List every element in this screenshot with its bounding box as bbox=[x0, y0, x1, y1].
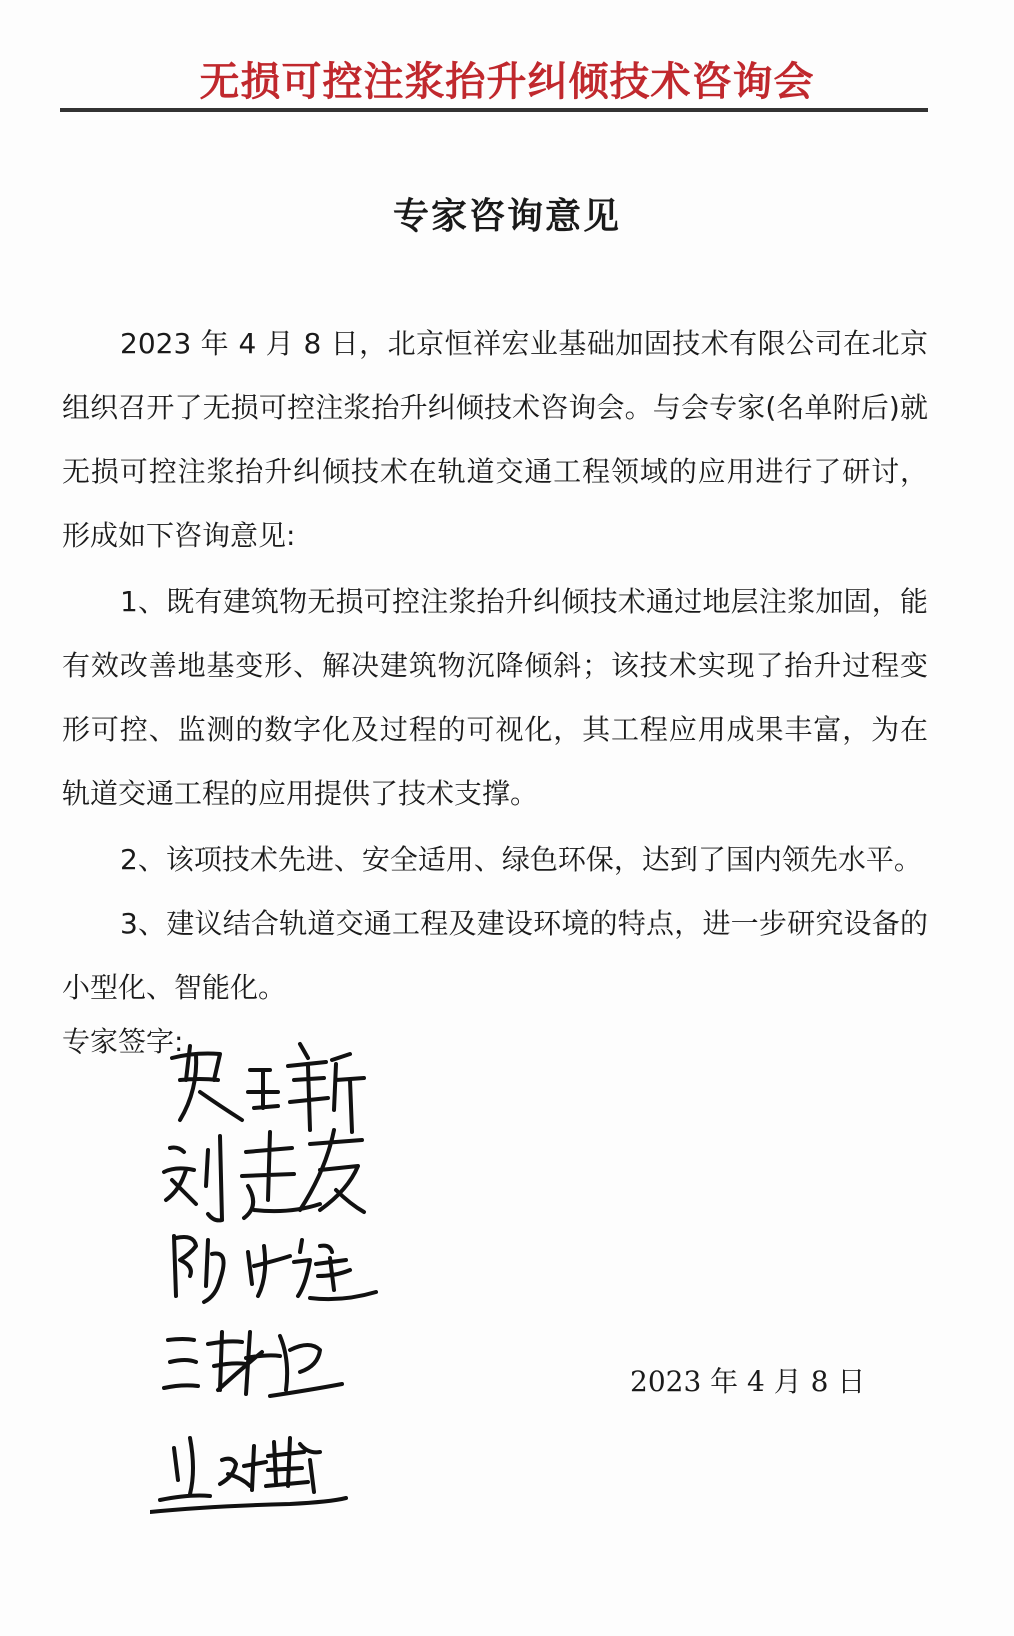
header-divider bbox=[60, 108, 928, 112]
signature-3 bbox=[174, 1236, 376, 1302]
signature-4 bbox=[164, 1332, 342, 1396]
expert-signatures bbox=[150, 1040, 410, 1540]
signature-label: 专家签字: bbox=[62, 1025, 184, 1058]
signature-2 bbox=[164, 1130, 364, 1220]
signature-5 bbox=[150, 1438, 346, 1512]
opinion-paragraph-1: 1、既有建筑物无损可控注浆抬升纠倾技术通过地层注浆加固，能有效改善地基变形、解决建筑物沉降倾斜；该技术实现了抬升过程变形可控、监测的数字化及过程的可视化，其工程应用成果丰富，为在轨道交通工程的应用提供了技术支撑。 bbox=[62, 585, 928, 810]
document-title: 专家咨询意见 bbox=[392, 196, 621, 237]
signature-date: 2023 年 4 月 8 日 bbox=[630, 1365, 866, 1398]
meeting-title: 无损可控注浆抬升纠倾技术咨询会 bbox=[199, 59, 815, 105]
intro-paragraph: 2023 年 4 月 8 日，北京恒祥宏业基础加固技术有限公司在北京组织召开了无损可控注浆抬升纠倾技术咨询会。与会专家(名单附后)就无损可控注浆抬升纠倾技术在轨道交通工程领域的应用进行了研讨，形成如下咨询意见: bbox=[62, 327, 928, 552]
signature-1 bbox=[172, 1044, 364, 1132]
opinion-paragraph-3: 3、建议结合轨道交通工程及建设环境的特点，进一步研究设备的小型化、智能化。 bbox=[62, 907, 928, 1004]
opinion-paragraph-2: 2、该项技术先进、安全适用、绿色环保，达到了国内领先水平。 bbox=[120, 843, 922, 876]
handwritten-signatures bbox=[150, 1040, 410, 1540]
